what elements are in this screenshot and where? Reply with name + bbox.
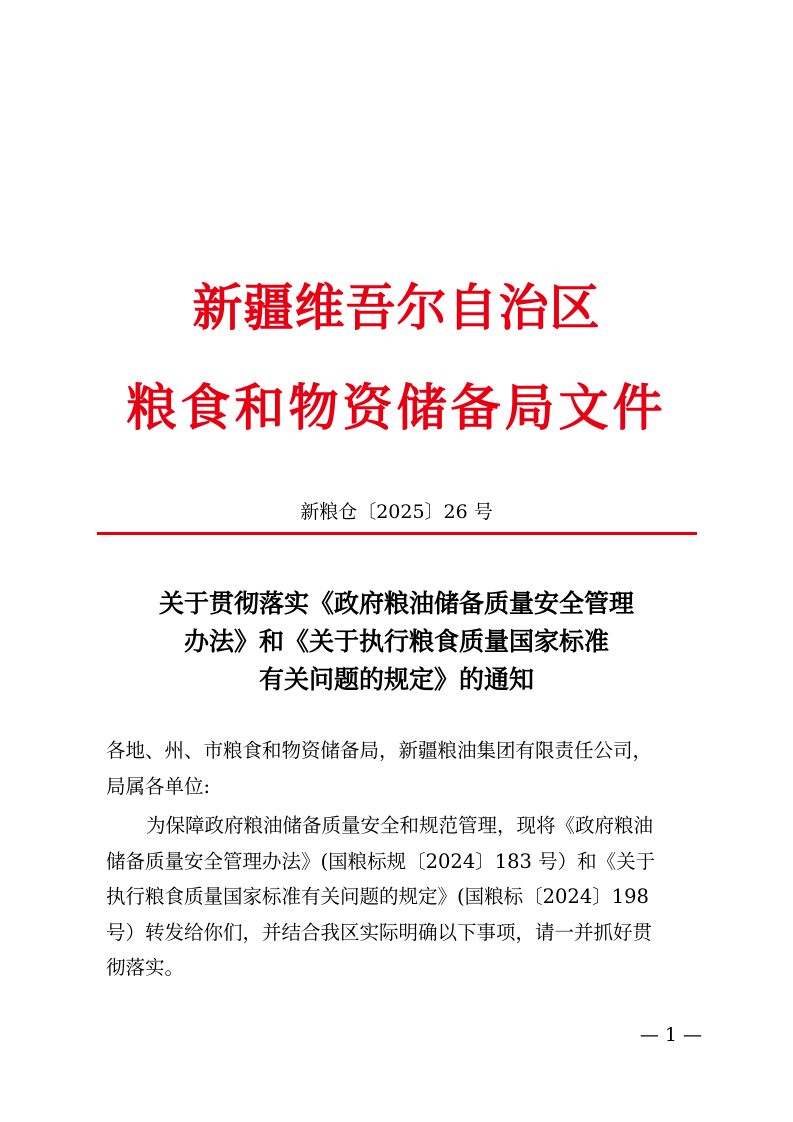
paragraph-line4: 号）转发给你们，并结合我区实际明确以下事项，请一并抓好贯 [106,920,653,944]
paragraph-line1: 为保障政府粮油储备质量安全和规范管理，现将《政府粮油 [146,814,654,837]
paragraph-line5: 彻落实。 [106,956,185,979]
recipients-line1: 各地、州、市粮食和物资储备局，新疆粮油集团有限责任公司， [106,739,653,762]
paragraph-line3: 执行粮食质量国家标准有关问题的规定》(国粮标〔2024〕198 [106,885,649,908]
recipients-line2: 局属各单位: [106,774,211,798]
document-number: 新粮仓〔2025〕26 号 [300,501,493,523]
issuer-name-line2: 粮食和物资储备局文件 [126,378,667,437]
issuer-name-line1: 新疆维吾尔自治区 [192,278,601,337]
paragraph-line2: 储备质量安全管理办法》(国粮标规〔2024〕183 号）和《关于 [106,849,656,873]
red-divider-line [97,532,697,535]
notice-title-line3: 有关问题的规定》的通知 [258,665,534,694]
notice-title [90,585,703,699]
page-number: — 1 — [639,1024,702,1046]
notice-title-line2: 办法》和《关于执行粮食质量国家标准 [183,627,609,656]
body-paragraph [106,808,696,986]
recipients [106,733,696,804]
notice-title-line1: 关于贯彻落实《政府粮油储备质量安全管理 [158,589,634,618]
